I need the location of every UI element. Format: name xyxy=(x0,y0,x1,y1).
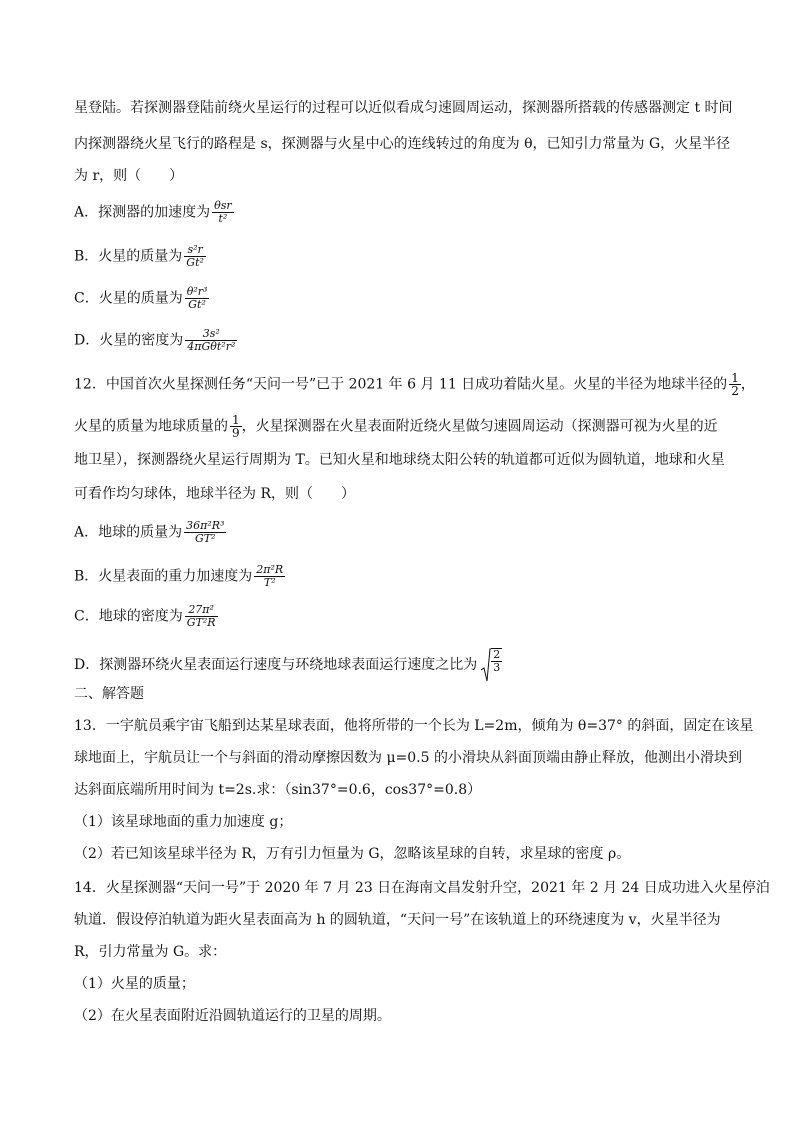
q12-option-b[interactable] xyxy=(74,564,285,589)
q14-line-2: 轨道．假设停泊轨道为距火星表面高为 h 的圆轨道，“天问一号”在该轨道上的环绕速度为 v，火星半径为 xyxy=(74,912,721,928)
option-label: B．火星的质量为 xyxy=(74,248,183,265)
option-label: A．地球的质量为 xyxy=(74,524,183,541)
q11-line-1: 星登陆。若探测器登陆前绕火星运行的过程可以近似看成匀速圆周运动，探测器所搭载的传感器测定 t 时间 xyxy=(74,100,733,116)
q14-line-1: 14．火星探测器“天问一号”于 2020 年 7 月 23 日在海南文昌发射升空，2021 年 2 月 24 日成功进入火星停泊 xyxy=(74,880,770,896)
q14-sub-2: （2）在火星表面附近沿圆轨道运行的卫星的周期。 xyxy=(74,1008,391,1024)
option-fraction: $\frac{\text{36π²R³}}{\text{GT²}}$ xyxy=(186,519,225,545)
option-fraction: $\frac{\text{θ²r³}}{\text{Gt²}}$ xyxy=(186,285,208,311)
q11-option-d[interactable] xyxy=(74,328,237,353)
option-label: A．探测器的加速度为 xyxy=(74,204,211,221)
option-fraction: $\frac{\text{θsr}}{\text{t²}}$ xyxy=(214,199,232,225)
option-fraction: $\frac{\text{s²r}}{\text{Gt²}}$ xyxy=(186,243,204,269)
q11-option-b[interactable] xyxy=(74,244,206,269)
q12-line-4: 可看作均匀球体，地球半径为 R，则（ ） xyxy=(74,486,355,502)
section-heading: 二、解答题 xyxy=(74,686,144,702)
option-label: C．地球的密度为 xyxy=(74,608,183,625)
q14-line-3: R，引力常量为 G。求： xyxy=(74,944,227,960)
radical-sign-icon xyxy=(481,648,491,682)
fraction-one-ninth: $\frac{1}{9}$ xyxy=(232,413,240,440)
q13-sub-2: （2）若已知该星球半径为 R，万有引力恒量为 G，忽略该星球的自转，求星球的密度 ρ。 xyxy=(74,846,631,862)
option-label: D．火星的密度为 xyxy=(74,332,184,349)
q14-sub-1: （1）火星的质量； xyxy=(74,976,195,992)
q13-line-1: 13．一宇航员乘宇宙飞船到达某星球表面，他将所带的一个长为 L=2m，倾角为 θ=37° 的斜面，固定在该星 xyxy=(74,718,754,734)
option-fraction: $\frac{\text{2π²R}}{\text{T²}}$ xyxy=(256,563,284,589)
fraction-one-half: $\frac{1}{2}$ xyxy=(731,371,739,398)
q12-option-a[interactable] xyxy=(74,520,226,545)
q11-line-3: 为 r，则（ ） xyxy=(74,168,184,184)
q12-line-3: 地卫星），探测器绕火星运行周期为 T。已知火星和地球绕太阳公转的轨道都可近似为圆轨道，地球和火星 xyxy=(74,452,725,468)
q12-line-1: 12．中国首次火星探测任务“天问一号”已于 2021 年 6 月 11 日成功着陆火星。火星的半径为地球半径的 $\frac{1}{2}$ ， xyxy=(74,371,755,398)
q11-option-c[interactable] xyxy=(74,286,209,311)
option-fraction: $\frac{\text{27π²}}{\text{GT²R}}$ xyxy=(186,603,216,629)
option-fraction: $\frac{\text{3s²}}{\text{4πGθt²r²}}$ xyxy=(187,327,236,353)
q13-line-2: 球地面上，宇航员让一个与斜面的滑动摩擦因数为 μ=0.5 的小滑块从斜面顶端由静止释放，他测出小滑块到 xyxy=(74,750,742,766)
q12-line-2: 火星的质量为地球质量的 $\frac{1}{9}$ ，火星探测器在火星表面附近绕火星做匀速圆周运动（探测器可视为火星的近 xyxy=(74,413,718,440)
option-label: C．火星的质量为 xyxy=(74,290,183,307)
option-label: D．探测器环绕火星表面运行速度与环绕地球表面运行速度之比为 xyxy=(74,657,478,673)
q12-option-c[interactable] xyxy=(74,604,218,629)
q11-line-2: 内探测器绕火星飞行的路程是 s，探测器与火星中心的连线转过的角度为 θ，已知引力常量为 G，火星半径 xyxy=(74,136,731,152)
option-label: B．火星表面的重力加速度为 xyxy=(74,568,253,585)
q12-option-d[interactable] xyxy=(74,648,502,682)
q13-line-3: 达斜面底端所用时间为 t=2s.求：（sin37°=0.6，cos37°=0.8） xyxy=(74,782,482,798)
q13-sub-1: （1）该星球地面的重力加速度 g； xyxy=(74,814,293,830)
q11-option-a[interactable] xyxy=(74,200,234,225)
square-root-fraction: $\frac{2}{3}$ xyxy=(481,648,502,682)
